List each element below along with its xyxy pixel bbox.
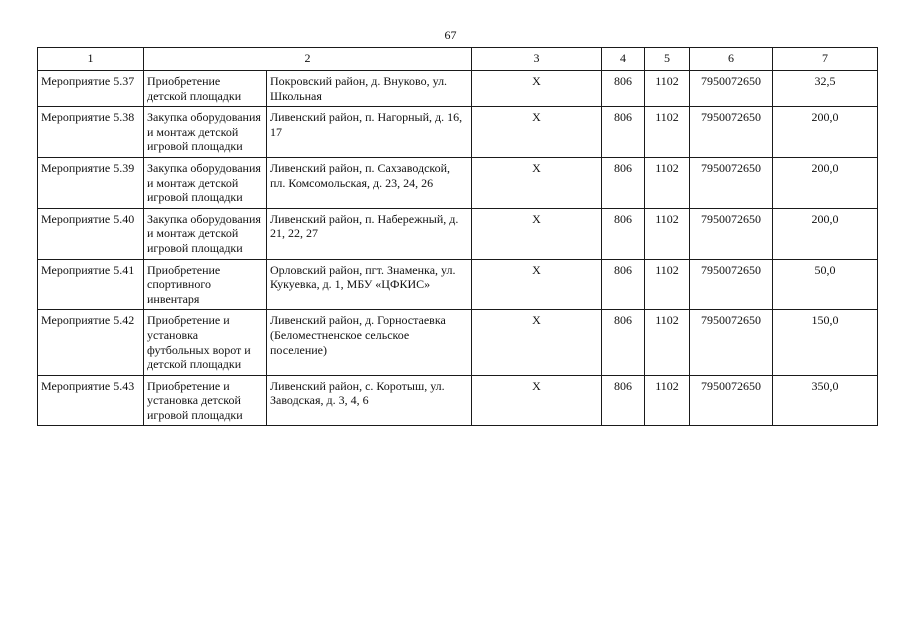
- amount-cell: 200,0: [773, 208, 878, 259]
- target-cell: 7950072650: [690, 375, 773, 426]
- page-number: 67: [444, 28, 457, 42]
- header-cell-3: 3: [472, 48, 602, 71]
- header-cell-1: 1: [38, 48, 144, 71]
- x-cell: Х: [472, 107, 602, 158]
- name-cell: Приобретение и установка футбольных ворот и детской площадки: [144, 310, 267, 375]
- address-cell: Покровский район, д. Внуково, ул. Школьная: [267, 71, 472, 107]
- address-cell: Орловский район, пгт. Знаменка, ул. Кукуевка, д. 1, МБУ «ЦФКИС»: [267, 259, 472, 310]
- name-cell: Приобретение спортивного инвентаря: [144, 259, 267, 310]
- kbk-cell: 806: [602, 259, 645, 310]
- address-cell: Ливенский район, п. Набережный, д. 21, 22, 27: [267, 208, 472, 259]
- header-cell-4: 4: [602, 48, 645, 71]
- header-cell-5: 5: [645, 48, 690, 71]
- header-cell-2: 2: [144, 48, 472, 71]
- amount-cell: 32,5: [773, 71, 878, 107]
- x-cell: Х: [472, 375, 602, 426]
- kbk-cell: 806: [602, 157, 645, 208]
- amount-cell: 200,0: [773, 107, 878, 158]
- target-cell: 7950072650: [690, 259, 773, 310]
- table-row: [38, 259, 878, 310]
- address-cell: Ливенский район, с. Коротыш, ул. Заводская, д. 3, 4, 6: [267, 375, 472, 426]
- header-row: [38, 48, 878, 71]
- measure-cell: Мероприятие 5.38: [38, 107, 144, 158]
- target-cell: 7950072650: [690, 107, 773, 158]
- section-cell: 1102: [645, 157, 690, 208]
- address-cell: Ливенский район, д. Горностаевка (Беломестненское сельское поселение): [267, 310, 472, 375]
- header-cell-7: 7: [773, 48, 878, 71]
- kbk-cell: 806: [602, 375, 645, 426]
- section-cell: 1102: [645, 208, 690, 259]
- name-cell: Закупка оборудования и монтаж детской игровой площадки: [144, 157, 267, 208]
- amount-cell: 350,0: [773, 375, 878, 426]
- name-cell: Закупка оборудования и монтаж детской игровой площадки: [144, 208, 267, 259]
- section-cell: 1102: [645, 71, 690, 107]
- table-row: [38, 208, 878, 259]
- name-cell: Приобретение и установка детской игровой площадки: [144, 375, 267, 426]
- header-cell-6: 6: [690, 48, 773, 71]
- address-cell: Ливенский район, п. Нагорный, д. 16, 17: [267, 107, 472, 158]
- measure-cell: Мероприятие 5.37: [38, 71, 144, 107]
- x-cell: Х: [472, 157, 602, 208]
- amount-cell: 50,0: [773, 259, 878, 310]
- budget-table: [37, 47, 878, 426]
- x-cell: Х: [472, 310, 602, 375]
- amount-cell: 150,0: [773, 310, 878, 375]
- kbk-cell: 806: [602, 208, 645, 259]
- table-row: [38, 375, 878, 426]
- table-row: [38, 157, 878, 208]
- measure-cell: Мероприятие 5.43: [38, 375, 144, 426]
- measure-cell: Мероприятие 5.40: [38, 208, 144, 259]
- measure-cell: Мероприятие 5.41: [38, 259, 144, 310]
- target-cell: 7950072650: [690, 71, 773, 107]
- target-cell: 7950072650: [690, 310, 773, 375]
- x-cell: Х: [472, 259, 602, 310]
- name-cell: Приобретение детской площадки: [144, 71, 267, 107]
- kbk-cell: 806: [602, 107, 645, 158]
- kbk-cell: 806: [602, 310, 645, 375]
- x-cell: Х: [472, 71, 602, 107]
- section-cell: 1102: [645, 107, 690, 158]
- section-cell: 1102: [645, 310, 690, 375]
- table-row: [38, 71, 878, 107]
- target-cell: 7950072650: [690, 157, 773, 208]
- address-cell: Ливенский район, п. Сахзаводской, пл. Комсомольская, д. 23, 24, 26: [267, 157, 472, 208]
- x-cell: Х: [472, 208, 602, 259]
- section-cell: 1102: [645, 259, 690, 310]
- table-row: [38, 107, 878, 158]
- target-cell: 7950072650: [690, 208, 773, 259]
- kbk-cell: 806: [602, 71, 645, 107]
- measure-cell: Мероприятие 5.42: [38, 310, 144, 375]
- section-cell: 1102: [645, 375, 690, 426]
- name-cell: Закупка оборудования и монтаж детской игровой площадки: [144, 107, 267, 158]
- amount-cell: 200,0: [773, 157, 878, 208]
- measure-cell: Мероприятие 5.39: [38, 157, 144, 208]
- table-row: [38, 310, 878, 375]
